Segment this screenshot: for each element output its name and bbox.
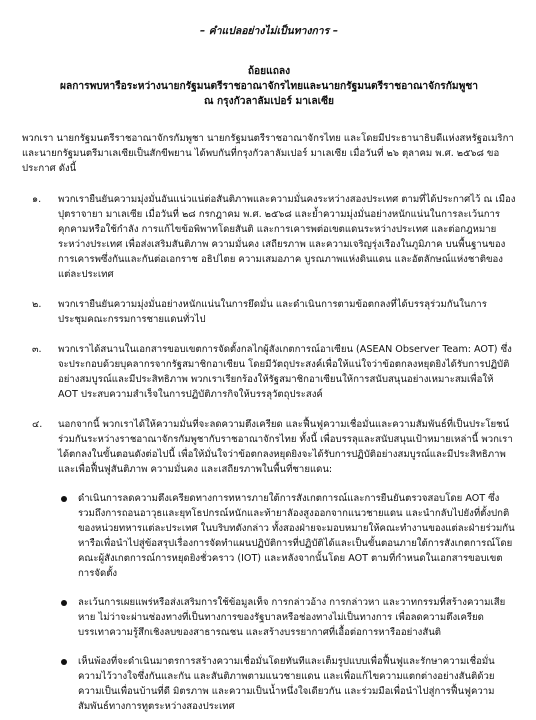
bullet-item-2 [58,595,516,640]
item-number: ๑. [32,194,42,205]
item-text [58,417,516,714]
bullet-item-1 [58,491,516,581]
item-4-intro: นอกจากนี้ พวกเราได้ให้ความมั่นที่จะลดความตึงเครียด และฟื้นฟูความเชื่อมั่นและความสัมพันธ์ที่เป็นประโยชน์ร่วมกันระหว่างราชอาณาจักรกัมพูชากับราชอาณาจักรไทย ทั้งนี้ เพื่อบรรลุและสนับสนุนเป้าหมายเหล่านี้ พวกเราได้ตกลงในขั้นตอนดังต่อไปนี้ เพื่อให้มั่นใจว่าข้อตกลงหยุดยิงจะได้รับการปฏิบัติอย่างสมบูรณ์และมีประสิทธิภาพ และเพื่อฟื้นฟูสันติภาพ ความมั่นคง และเสถียรภาพในพื้นที่ชายแดน: [58,419,513,475]
statement-heading: ถ้อยแถลง [247,66,291,77]
bullet-icon [58,491,78,581]
intro-paragraph: พวกเรา นายกรัฐมนตรีราชอาณาจักรกัมพูชา นายกรัฐมนตรีราชอาณาจักรไทย และโดยมีประธานาธิบดีแห่งสหรัฐอเมริกาและนายกรัฐมนตรีมาเลเซียเป็นสักขีพยาน ได้พบกันที่กรุงกัวลาลัมเปอร์ มาเลเซีย เมื่อวันที่ ๒๖ ตุลาคม พ.ศ. ๒๕๖๘ ขอประกาศ ดังนี้ [22,133,514,174]
bullet-item-3 [58,654,516,714]
numbered-item-3 [22,342,516,402]
unofficial-translation-note: – คำแปลอย่างไม่เป็นทางการ – [199,25,339,37]
item-text: พวกเรายืนยันความมุ่งมั่นอย่างหนักแน่นในการยึดมั่น และดำเนินการตามข้อตกลงที่ได้บรรลุร่วมกันในการประชุมคณะกรรมการชายแดนทั่วไป [58,299,487,325]
numbered-item-4 [22,417,516,714]
bullet-text: ละเว้นการเผยแพร่หรือส่งเสริมการใช้ข้อมูลเท็จ การกล่าวอ้าง การกล่าวหา และวาทกรรมที่สร้างความเสียหาย ไม่ว่าจะผ่านช่องทางที่เป็นทางการของรัฐบาลหรือช่องทางไม่เป็นทางการ เพื่อลดความตึงเครียด บรรเทาความรู้สึกเชิงลบของสาธารณชน และสร้างบรรยากาศที่เอื้อต่อการหารืออย่างสันติ [78,597,506,638]
bullet-text: ดำเนินการลดความตึงเครียดทางการทหารภายใต้การสังเกตการณ์และการยืนยันตรวจสอบโดย AOT ซึ่งรวมถึงการถอนอาวุธและยุทโธปกรณ์หนักและท้ายาลัองสูงออกจากแนวชายแดน และนำกลับไปยังที่ตั้งปกติของหน่วยทหารแต่ละประเทศ ในบริบทดังกล่าว ทั้งสองฝ่ายจะมอบหมายให้คณะทำงานของแต่ละฝ่ายร่วมกันหารือเพื่อนำไปสู่ข้อสรุปเรื่องการจัดทำแผนปฏิบัติการที่ปฏิบัติได้และเป็นขั้นตอนภายใต้การสังเกตการณ์โดยคณะผู้สังเกตการณ์การหยุดยิงชั่วคราว (IOT) และหลังจากนั้นโดย AOT ตามที่กำหนดในเอกสารขอบเขตการจัดตั้ง [78,493,515,579]
statement-location: ณ กรุงกัวลาลัมเปอร์ มาเลเซีย [203,96,335,107]
item-number: ๒. [32,299,42,310]
statement-subtitle: ผลการพบหารือระหว่างนายกรัฐมนตรีราชอาณาจักรไทยและนายกรัฐมนตรีราชอาณาจักรกัมพูชา [60,81,478,92]
item-number: ๓. [32,344,42,355]
bullet-icon [58,595,78,640]
bullet-text: เห็นพ้องที่จะดำเนินมาตรการสร้างความเชื่อมั่นโดยทันทีและเต็มรูปแบบเพื่อฟื้นฟูและรักษาความเชื่อมั่นความไว้วางใจซึ่งกันและกัน และสันติภาพตามแนวชายแดน และเพื่อแก้ไขความแตกต่างอย่างสันติด้วยความเป็นเพื่อนบ้านที่ดี มิตรภาพ และความเป็นน้ำหนึ่งใจเดียวกัน และร่วมมือเพื่อนำไปสู่การฟื้นฟูความสัมพันธ์ทางการทูตระหว่างสองประเทศ [78,656,495,712]
item-text: พวกเรายืนยันความมุ่งมั่นอันแน่วแน่ต่อสันติภาพและความมั่นคงระหว่างสองประเทศ ตามที่ได้ประกาศไว้ ณ เมืองปุตราจายา มาเลเซีย เมื่อวันที่ ๒๘ กรกฎาคม พ.ศ. ๒๕๖๘ และย้ำความมุ่งมั่นอย่างหนักแน่นในการละเว้นการคุกคามหรือใช้กำลัง การแก้ไขข้อพิพาทโดยสันติ และการเคารพต่อเขตแดนระหว่างประเทศ และต่อกฎหมายระหว่างประเทศ เพื่อส่งเสริมสันติภาพ ความมั่นคง เสถียรภาพ และความเจริญรุ่งเรืองในภูมิภาค บนพื้นฐานของการเคารพซึ่งกันและกันต่อเอกราช อธิปไตย ความเสมอภาค บูรณภาพแห่งดินแดน และอัตลักษณ์แห่งชาติของแต่ละประเทศ [58,194,516,280]
item-text: พวกเราได้สนานในเอกสารขอบเขตการจัดตั้งกลไกผู้สังเกตการณ์อาเซียน (ASEAN Observer Team: AOT) ซึ่งจะประกอบด้วยบุคลากรจากรัฐสมาชิกอาเซียน โดยมีวัตถุประสงค์เพื่อให้แน่ใจว่าข้อตกลงหยุดยิงได้รับการปฏิบัติอย่างสมบูรณ์และมีประสิทธิภาพ พวกเราเรียกร้องให้รัฐสมาชิกอาเซียนให้การสนับสนุนอย่างเหมาะสมเพื่อให้ AOT ประสบความสำเร็จในการปฏิบัติภารกิจให้บรรลุวัตถุประสงค์ [58,344,512,400]
item-number: ๔. [32,419,43,430]
bullet-icon [58,654,78,714]
numbered-item-2 [22,297,516,327]
numbered-item-1 [22,192,516,282]
